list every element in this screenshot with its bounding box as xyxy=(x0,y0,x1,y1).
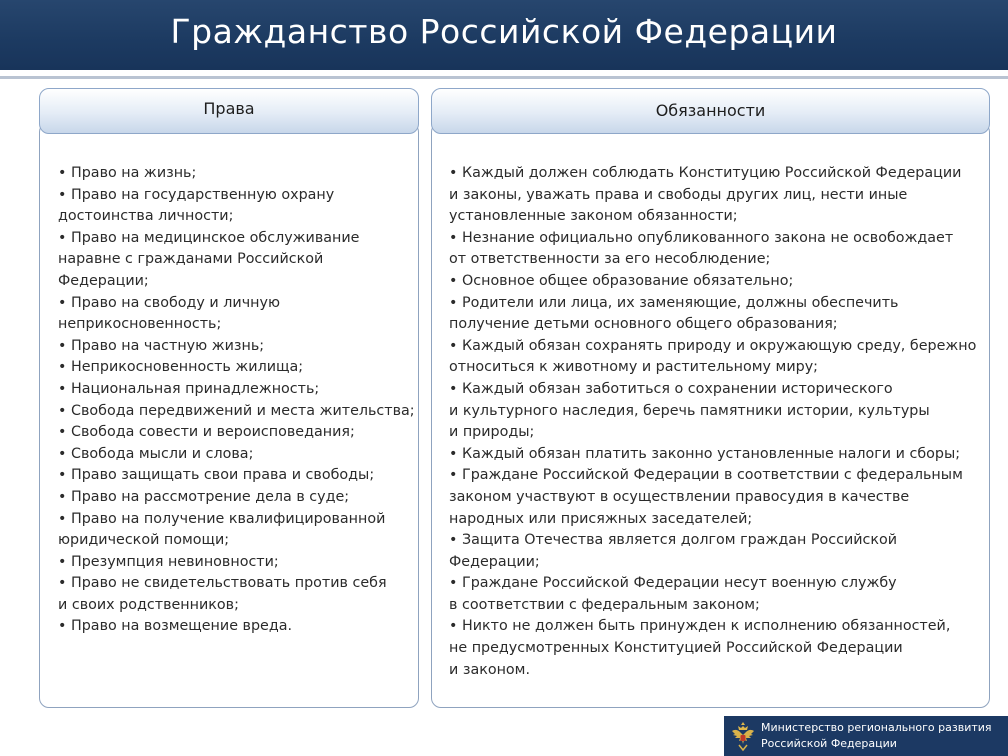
ministry-name-line1: Министерство регионального развития xyxy=(761,721,992,734)
rights-header-label: Права xyxy=(203,99,255,118)
rights-line: юридической помощи; xyxy=(58,532,230,549)
duties-line: • Граждане Российской Федерации в соответствии с федеральным xyxy=(449,467,963,484)
rights-line: • Право на медицинское обслуживание xyxy=(58,229,360,246)
duties-line: народных или присяжных заседателей; xyxy=(449,510,753,527)
rights-line: • Право на возмещение вреда. xyxy=(58,618,293,635)
duties-line: • Граждане Российской Федерации несут военную службу xyxy=(449,575,897,592)
rights-line: • Свобода совести и вероисповедания; xyxy=(58,424,355,441)
rights-line: • Право на свободу и личную xyxy=(58,294,280,311)
ministry-footer xyxy=(724,716,1008,756)
rights-line: • Право защищать свои права и свободы; xyxy=(58,467,375,484)
duties-line: • Каждый обязан заботиться о сохранении исторического xyxy=(449,380,893,397)
duties-line: • Защита Отечества является долгом граждан Российской xyxy=(449,532,898,549)
title-bar xyxy=(0,0,1008,76)
duties-line: и природы; xyxy=(449,424,535,441)
rights-line: • Свобода мысли и слова; xyxy=(58,445,254,462)
ministry-name xyxy=(761,720,992,752)
duties-line: и культурного наследия, беречь памятники истории, культуры xyxy=(449,402,930,419)
duties-line: • Каждый обязан сохранять природу и окружающую среду, бережно xyxy=(449,337,977,354)
rights-line: • Свобода передвижений и места жительства; xyxy=(58,402,415,419)
rights-line: • Неприкосновенность жилища; xyxy=(58,359,304,376)
duties-line: и законы, уважать права и свободы других лиц, нести иные xyxy=(449,186,908,203)
duties-panel xyxy=(431,122,990,708)
duties-line: законом участвуют в осуществлении правосудия в качестве xyxy=(449,488,910,505)
duties-line: • Незнание официально опубликованного закона не освобождает xyxy=(449,229,954,246)
duties-line: и законом. xyxy=(449,661,531,678)
duties-line: не предусмотренных Конституцией Российской Федерации xyxy=(449,640,903,657)
duties-line: Федерации; xyxy=(449,553,540,570)
rights-line: • Право на получение квалифицированной xyxy=(58,510,386,527)
duties-list xyxy=(449,163,986,681)
duties-line: получение детьми основного общего образования; xyxy=(449,316,838,333)
rights-line: • Презумпция невиновности; xyxy=(58,553,279,570)
rights-line: • Национальная принадлежность; xyxy=(58,380,320,397)
duties-header xyxy=(431,88,990,134)
duties-line: • Каждый обязан платить законно установленные налоги и сборы; xyxy=(449,445,961,462)
duties-line: установленные законом обязанности; xyxy=(449,208,738,225)
rights-line: наравне с гражданами Российской xyxy=(58,251,324,268)
rights-panel xyxy=(39,122,419,708)
duties-line: • Основное общее образование обязательно; xyxy=(449,272,794,289)
duties-line: • Каждый должен соблюдать Конституцию Российской Федерации xyxy=(449,165,962,181)
coat-of-arms-icon xyxy=(728,719,758,753)
rights-list xyxy=(58,163,418,638)
duties-line: • Родители или лица, их заменяющие, должны обеспечить xyxy=(449,294,899,311)
duties-line: • Никто не должен быть принужден к исполнению обязанностей, xyxy=(449,618,951,635)
rights-line: и своих родственников; xyxy=(58,596,239,613)
rights-line: • Право на жизнь; xyxy=(58,165,197,181)
duties-line: от ответственности за его несоблюдение; xyxy=(449,251,771,268)
rights-line: достоинства личности; xyxy=(58,208,234,225)
rights-line: Федерации; xyxy=(58,272,149,289)
duties-line: относиться к животному и растительному миру; xyxy=(449,359,818,376)
page-title: Гражданство Российской Федерации xyxy=(170,12,838,51)
rights-line: • Право на частную жизнь; xyxy=(58,337,265,354)
duties-header-label: Обязанности xyxy=(655,101,766,120)
ministry-name-line2: Российской Федерации xyxy=(761,737,897,750)
rights-header xyxy=(39,88,419,134)
rights-line: • Право на государственную охрану xyxy=(58,186,335,203)
duties-line: в соответствии с федеральным законом; xyxy=(449,596,760,613)
rights-line: • Право на рассмотрение дела в суде; xyxy=(58,488,350,505)
rights-line: • Право не свидетельствовать против себя xyxy=(58,575,387,592)
rights-line: неприкосновенность; xyxy=(58,316,222,333)
